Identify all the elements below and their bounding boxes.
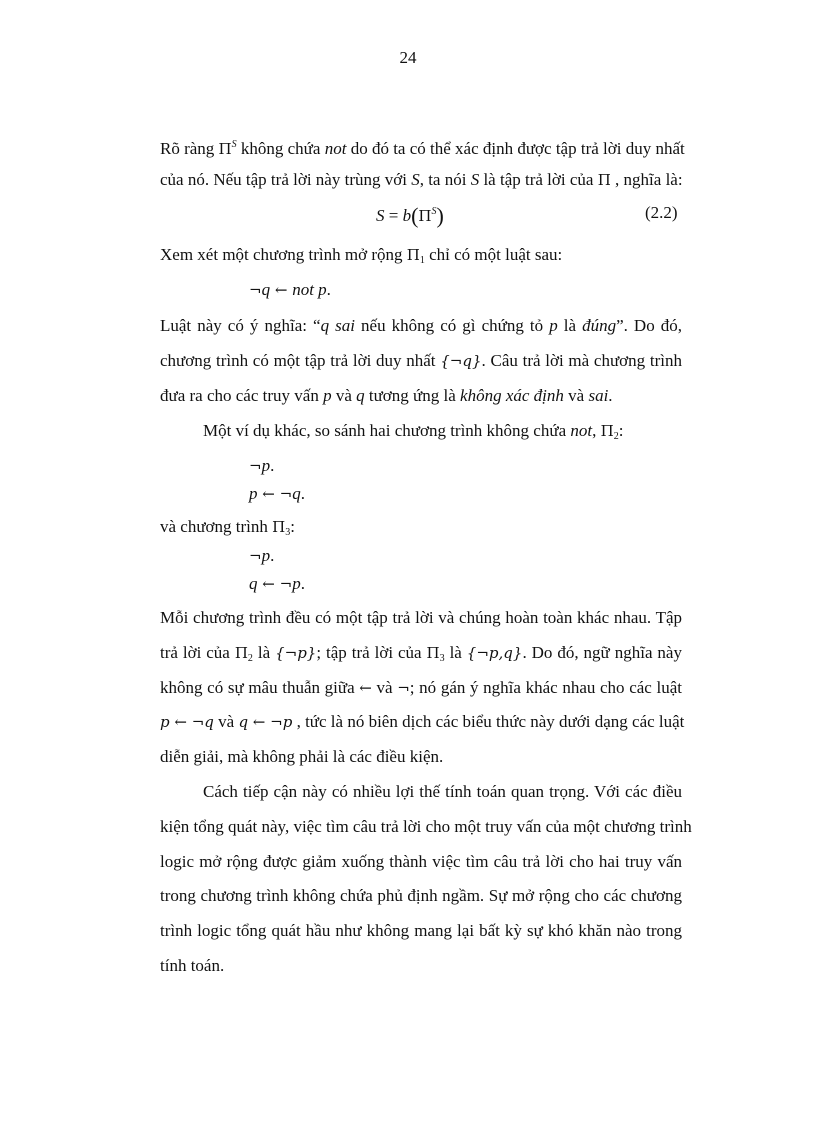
prog3-rule-1: ¬p. bbox=[249, 546, 275, 565]
prog2-rule-2: p ← ¬q. bbox=[249, 484, 305, 503]
p7-line-1: Cách tiếp cận này có nhiều lợi thế tính toán quan trọng. Với các điều bbox=[203, 782, 682, 801]
rule-1: ¬q ← not p. bbox=[249, 280, 331, 299]
p7-line-3: logic mở rộng được giảm xuống thành việc tìm câu trả lời cho hai truy vấn bbox=[160, 852, 682, 871]
p2-line-1: Xem xét một chương trình mở rộng $\Pi_1$ chỉ có một luật sau: bbox=[160, 245, 563, 266]
prog2-rule-1: ¬p. bbox=[249, 456, 275, 475]
p7-line-4: trong chương trình không chứa phủ định ngầm. Sự mở rộng cho các chương bbox=[160, 886, 682, 905]
p5-line-1: và chương trình $\Pi_3$: bbox=[160, 517, 295, 538]
p3-line-3: đưa ra cho các truy vấn p và q tương ứng là không xác định và sai. bbox=[160, 386, 613, 405]
p1-line-2: của nó. Nếu tập trả lời này trùng với S, ta nói S là tập trả lời của Π , nghĩa là: bbox=[160, 170, 683, 189]
p3-line-1: Luật này có ý nghĩa: “q sai nếu không có gì chứng tỏ p là đúng”. Do đó, bbox=[160, 316, 683, 335]
p4-line-1: Một ví dụ khác, so sánh hai chương trình không chứa not, $\Pi_2$: bbox=[203, 421, 624, 442]
prog3-rule-2: q ← ¬p. bbox=[249, 574, 305, 593]
p6-line-2: trả lời của $\Pi_2$ là {¬p}; tập trả lời của $\Pi_3$ là {¬p,q}. Do đó, ngữ nghĩa này bbox=[160, 643, 682, 664]
p6-line-5: diễn giải, mà không phải là các điều kiện. bbox=[160, 747, 444, 766]
p1-line-1: Rõ ràng $\Pi^S$ không chứa not do đó ta có thể xác định được tập trả lời duy nhất bbox=[160, 139, 685, 158]
p3-line-2: chương trình có một tập trả lời duy nhất {¬q}. Câu trả lời mà chương trình bbox=[160, 351, 682, 370]
p7-line-2: kiện tổng quát này, việc tìm câu trả lời cho một truy vấn của một chương trình bbox=[160, 817, 692, 836]
equation-body: $S = b(\Pi^S)$ bbox=[376, 203, 444, 228]
p7-line-6: tính toán. bbox=[160, 956, 225, 975]
p6-line-3: không có sự mâu thuẫn giữa ← và ¬; nó gán ý nghĩa khác nhau cho các luật bbox=[160, 678, 682, 697]
p6-line-4: p ← ¬q và q ← ¬p , tức là nó biên dịch các biểu thức này dưới dạng các luật bbox=[160, 712, 685, 731]
p6-line-1: Mỗi chương trình đều có một tập trả lời và chúng hoàn toàn khác nhau. Tập bbox=[160, 608, 682, 627]
p7-line-5: trình logic tổng quát hầu như không mang lại bất kỳ sự khó khăn nào trong bbox=[160, 921, 682, 940]
page-number: 24 bbox=[399, 48, 417, 67]
equation-number: (2.2) bbox=[645, 203, 678, 222]
